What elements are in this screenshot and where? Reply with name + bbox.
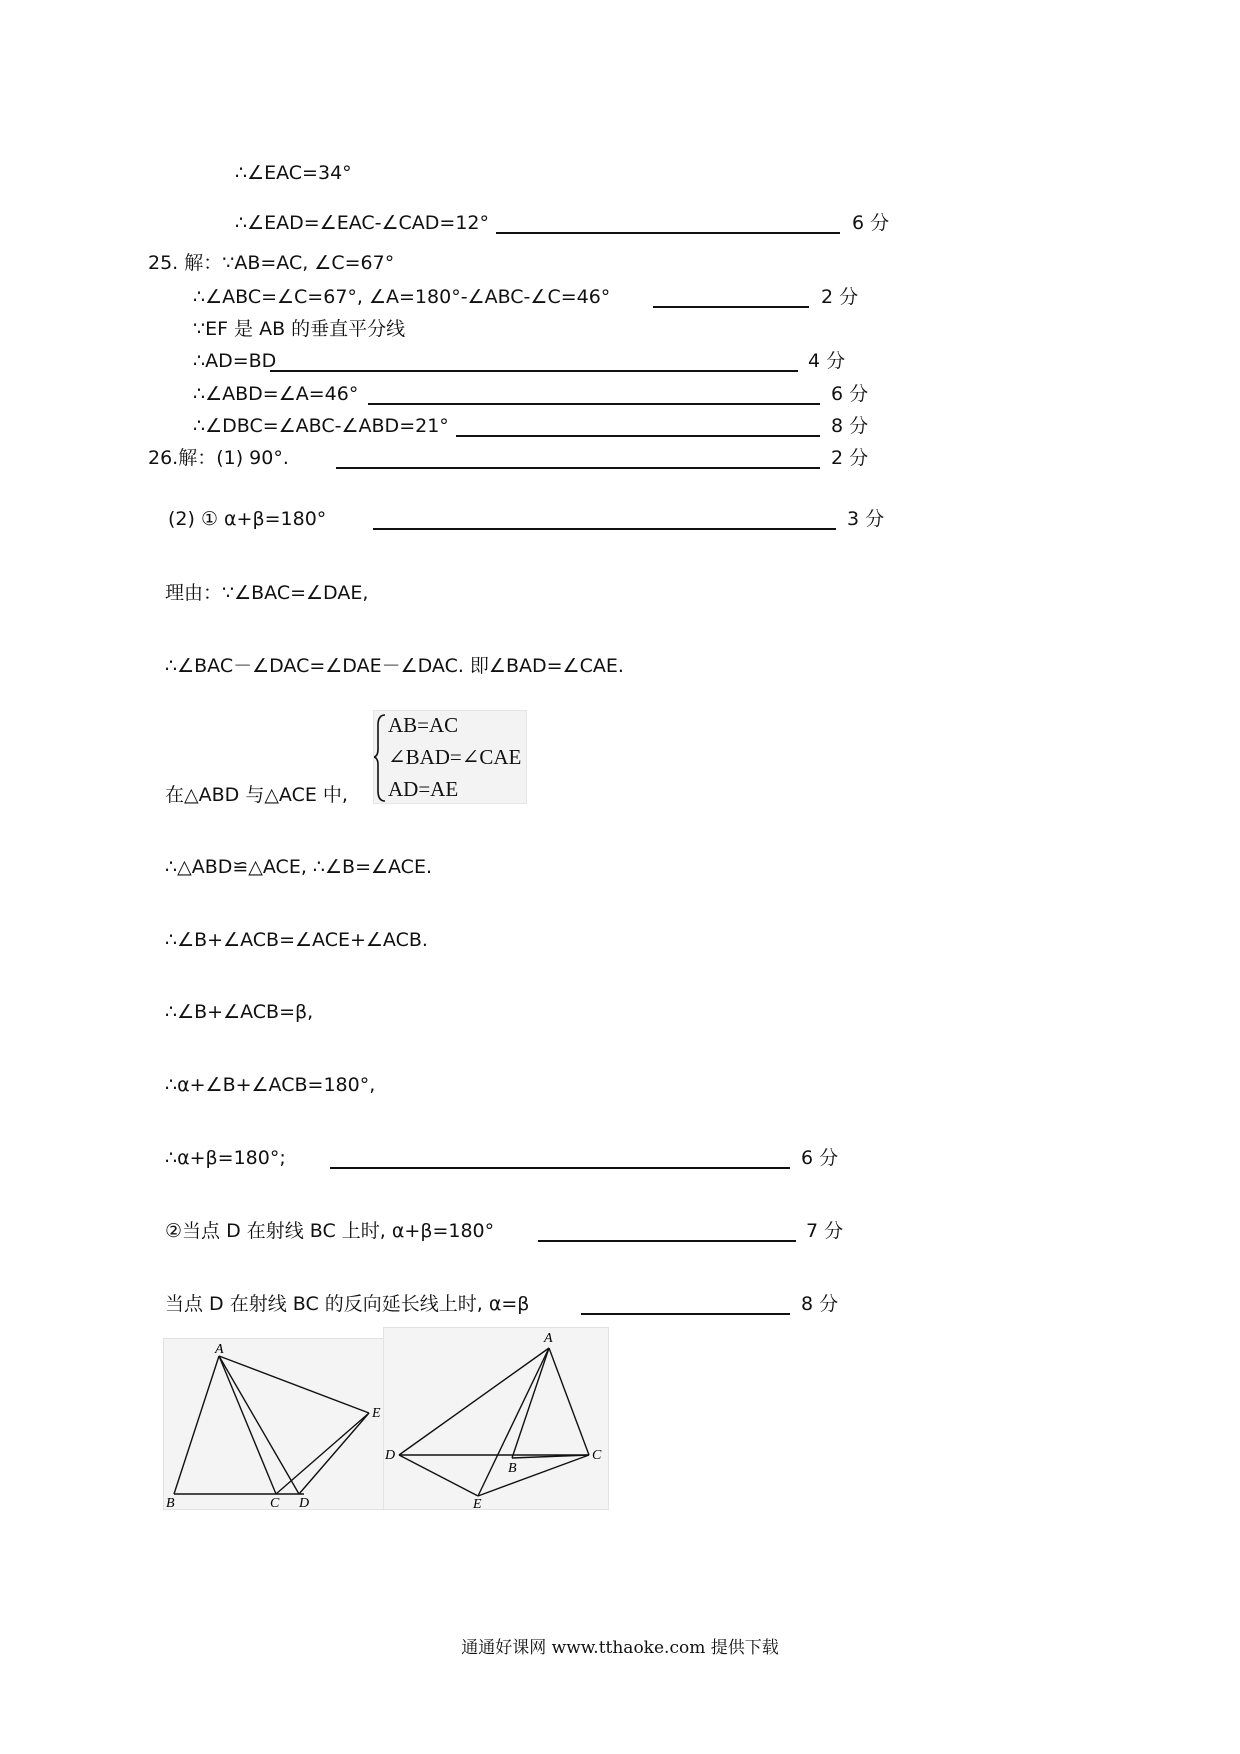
score-rule bbox=[456, 435, 820, 437]
vertex-label: B bbox=[508, 1461, 517, 1476]
vertex-label: C bbox=[592, 1448, 602, 1463]
score-rule bbox=[581, 1313, 790, 1315]
proof-line: ∴α+β=180°; bbox=[165, 1147, 286, 1169]
congruence-system bbox=[373, 710, 527, 804]
score-label: 4 分 bbox=[808, 350, 846, 372]
score-label: 6 分 bbox=[801, 1147, 839, 1169]
vertex-label: E bbox=[473, 1497, 482, 1509]
geometry-figure-2 bbox=[383, 1327, 609, 1510]
system-line: AB=AC bbox=[388, 713, 459, 737]
proof-line: ∴∠EAD=∠EAC-∠CAD=12° bbox=[235, 212, 490, 234]
proof-line: ∴∠ABC=∠C=67°, ∠A=180°-∠ABC-∠C=46° bbox=[193, 286, 611, 308]
geometry-figure-1 bbox=[163, 1338, 385, 1510]
question-25-heading: 25. 解：∵AB=AC, ∠C=67° bbox=[148, 252, 395, 274]
score-label: 8 分 bbox=[801, 1293, 839, 1315]
score-rule bbox=[538, 1240, 796, 1242]
question-26-heading: 26.解：(1) 90°. bbox=[148, 447, 289, 469]
score-rule bbox=[270, 370, 798, 372]
vertex-label: A bbox=[544, 1331, 553, 1346]
proof-line: 理由：∵∠BAC=∠DAE, bbox=[165, 582, 369, 604]
proof-line: ∵EF 是 AB 的垂直平分线 bbox=[193, 318, 406, 340]
vertex-label: C bbox=[270, 1496, 280, 1509]
score-label: 3 分 bbox=[847, 508, 885, 530]
proof-line: ∴△ABD≌△ACE, ∴∠B=∠ACE. bbox=[165, 856, 432, 878]
score-rule bbox=[330, 1167, 790, 1169]
vertex-label: D bbox=[385, 1448, 396, 1463]
score-rule bbox=[373, 528, 836, 530]
proof-line: (2) ① α+β=180° bbox=[168, 508, 327, 530]
vertex-label: A bbox=[215, 1342, 224, 1357]
proof-line: ∴∠EAC=34° bbox=[235, 162, 352, 184]
proof-line: ∴AD=BD bbox=[193, 350, 277, 372]
score-label: 6 分 bbox=[852, 212, 890, 234]
system-line: ∠BAD=∠CAE bbox=[388, 745, 522, 769]
triangle-diagram-icon bbox=[164, 1339, 384, 1509]
vertex-label: D bbox=[299, 1496, 310, 1509]
proof-line: ∴α+∠B+∠ACB=180°, bbox=[165, 1074, 376, 1096]
score-label: 6 分 bbox=[831, 383, 869, 405]
score-label: 8 分 bbox=[831, 415, 869, 437]
vertex-label: B bbox=[166, 1496, 175, 1509]
score-rule bbox=[368, 403, 820, 405]
score-rule bbox=[336, 467, 820, 469]
proof-line: ∴∠DBC=∠ABC-∠ABD=21° bbox=[193, 415, 449, 437]
proof-line: 在△ABD 与△ACE 中, bbox=[165, 784, 348, 806]
score-rule bbox=[496, 232, 840, 234]
proof-line: ∴∠B+∠ACB=β, bbox=[165, 1001, 314, 1023]
proof-line: ∴∠ABD=∠A=46° bbox=[193, 383, 359, 405]
page-footer: 通通好课网 www.tthaoke.com 提供下载 bbox=[461, 1638, 779, 1658]
score-label: 2 分 bbox=[821, 286, 859, 308]
score-label: 2 分 bbox=[831, 447, 869, 469]
proof-line: 当点 D 在射线 BC 的反向延长线上时, α=β bbox=[165, 1293, 530, 1315]
vertex-label: E bbox=[372, 1406, 381, 1421]
proof-line: ②当点 D 在射线 BC 上时, α+β=180° bbox=[165, 1220, 495, 1242]
system-line: AD=AE bbox=[388, 777, 459, 801]
proof-line: ∴∠B+∠ACB=∠ACE+∠ACB. bbox=[165, 929, 428, 951]
score-rule bbox=[653, 306, 809, 308]
triangle-diagram-icon bbox=[384, 1328, 608, 1509]
proof-line: ∴∠BAC－∠DAC=∠DAE－∠DAC. 即∠BAD=∠CAE. bbox=[165, 655, 624, 677]
score-label: 7 分 bbox=[806, 1220, 844, 1242]
